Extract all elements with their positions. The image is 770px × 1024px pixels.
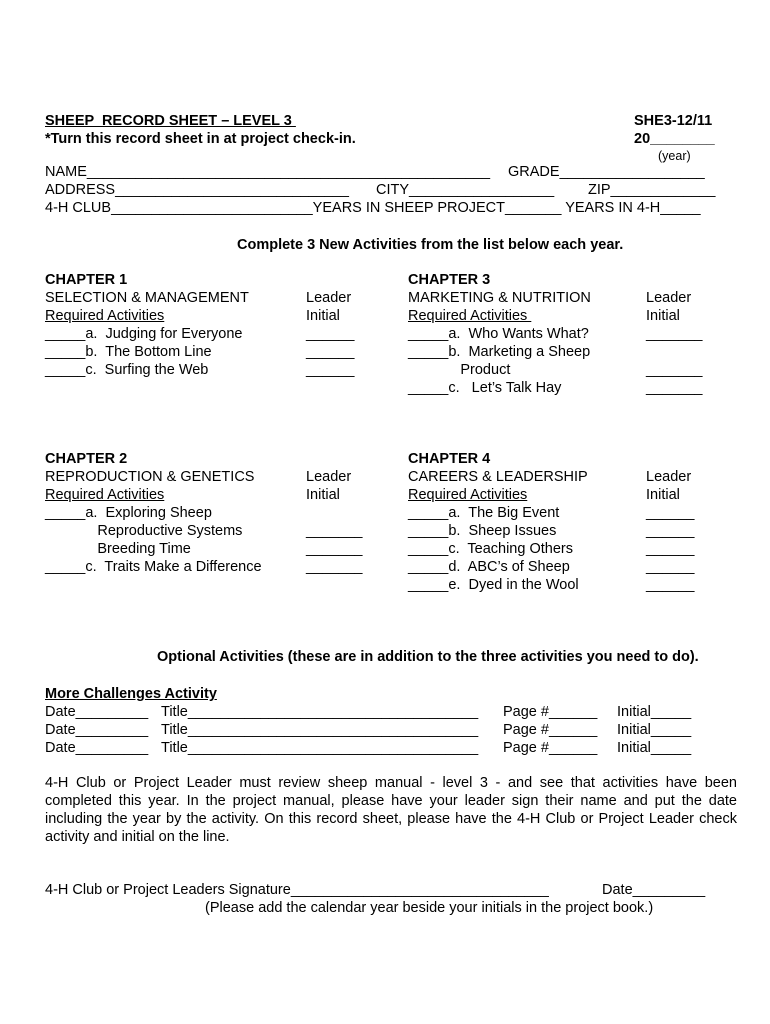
activity-line: Breeding Time: [45, 541, 191, 557]
activity-line[interactable]: _____c. Teaching Others: [408, 541, 573, 557]
activity-line[interactable]: _____b. The Bottom Line: [45, 344, 212, 360]
instructions-paragraph: 4-H Club or Project Leader must review sheep manual - level 3 - and see that activities have been completed this year. In the project manual, please have your leader sign their name and put the date including the year by the activity. On this record sheet, please have the 4-H Club or Project Leader check activity and initial on the line.: [45, 775, 737, 845]
title-field[interactable]: Title____________________________________: [161, 722, 479, 738]
form-code: SHE3-12/11: [634, 113, 713, 129]
initial-label: Initial: [306, 308, 340, 324]
activity-line[interactable]: _____c. Let’s Talk Hay: [408, 380, 562, 396]
leader-label: Leader: [646, 290, 692, 306]
signature-note: (Please add the calendar year beside your initials in the project book.): [205, 900, 654, 916]
title-field[interactable]: Title____________________________________: [161, 740, 479, 756]
instruction-text: Complete 3 New Activities from the list below each year.: [237, 237, 624, 253]
chapter-heading: CHAPTER 2: [45, 451, 128, 467]
page-subtitle: *Turn this record sheet in at project check-in.: [45, 131, 356, 147]
activity-line[interactable]: _____e. Dyed in the Wool: [408, 577, 579, 593]
leader-label: Leader: [306, 469, 352, 485]
activity-line[interactable]: _____c. Traits Make a Difference: [45, 559, 262, 575]
page-field[interactable]: Page #______: [503, 704, 598, 720]
leader-label: Leader: [306, 290, 352, 306]
year-label: (year): [658, 149, 691, 163]
activity-line[interactable]: _____a. The Big Event: [408, 505, 560, 521]
initial-blank[interactable]: ______: [646, 523, 695, 539]
zip-field[interactable]: ZIP_____________: [588, 182, 716, 198]
date-field[interactable]: Date_________: [45, 704, 149, 720]
initial-blank[interactable]: _______: [306, 541, 363, 557]
chapter-subject: SELECTION & MANAGEMENT: [45, 290, 249, 306]
name-field[interactable]: NAME__________________________________________________: [45, 164, 491, 180]
optional-heading: Optional Activities (these are in addition to the three activities you need to do).: [157, 649, 699, 665]
initial-blank[interactable]: ______: [646, 541, 695, 557]
initial-blank[interactable]: ______: [646, 577, 695, 593]
activity-line[interactable]: _____b. Sheep Issues: [408, 523, 557, 539]
initial-blank[interactable]: ______: [306, 344, 355, 360]
city-field[interactable]: CITY__________________: [376, 182, 555, 198]
activity-line[interactable]: _____a. Exploring Sheep: [45, 505, 212, 521]
address-field[interactable]: ADDRESS_____________________________: [45, 182, 349, 198]
required-activities-label: Required Activities: [408, 487, 528, 503]
initial-blank[interactable]: _______: [646, 362, 703, 378]
initial-blank[interactable]: _______: [306, 523, 363, 539]
activity-line-continued: Product: [408, 362, 511, 378]
activity-line[interactable]: _____d. ABC’s of Sheep: [408, 559, 570, 575]
chapter-subject: REPRODUCTION & GENETICS: [45, 469, 255, 485]
activity-line[interactable]: _____b. Marketing a Sheep: [408, 344, 591, 360]
club-years-fields[interactable]: 4-H CLUB_________________________YEARS IN SHEEP PROJECT_______ YEARS IN 4-H_____: [45, 200, 701, 216]
initial-field[interactable]: Initial_____: [617, 722, 692, 738]
initial-blank[interactable]: ______: [646, 505, 695, 521]
initial-blank[interactable]: _______: [646, 380, 703, 396]
chapter-subject: CAREERS & LEADERSHIP: [408, 469, 588, 485]
initial-blank[interactable]: ______: [306, 326, 355, 342]
chapter-subject: MARKETING & NUTRITION: [408, 290, 591, 306]
required-activities-label: Required Activities: [408, 308, 532, 324]
initial-label: Initial: [646, 487, 680, 503]
signature-field[interactable]: 4-H Club or Project Leaders Signature________________________________: [45, 882, 549, 898]
initial-label: Initial: [306, 487, 340, 503]
initial-label: Initial: [646, 308, 680, 324]
initial-blank[interactable]: ______: [646, 559, 695, 575]
chapter-heading: CHAPTER 3: [408, 272, 491, 288]
grade-field[interactable]: GRADE__________________: [508, 164, 705, 180]
page-title: SHEEP RECORD SHEET – LEVEL 3: [45, 113, 296, 129]
date-field[interactable]: Date_________: [45, 722, 149, 738]
leader-label: Leader: [646, 469, 692, 485]
activity-line[interactable]: _____c. Surfing the Web: [45, 362, 209, 378]
more-challenges-heading: More Challenges Activity: [45, 686, 217, 702]
page-field[interactable]: Page #______: [503, 722, 598, 738]
title-field[interactable]: Title____________________________________: [161, 704, 479, 720]
required-activities-label: Required Activities: [45, 308, 165, 324]
initial-field[interactable]: Initial_____: [617, 740, 692, 756]
chapter-heading: CHAPTER 4: [408, 451, 491, 467]
initial-blank[interactable]: _______: [306, 559, 363, 575]
chapter-heading: CHAPTER 1: [45, 272, 128, 288]
initial-blank[interactable]: _______: [646, 326, 703, 342]
signature-date-field[interactable]: Date_________: [602, 882, 706, 898]
page-field[interactable]: Page #______: [503, 740, 598, 756]
initial-field[interactable]: Initial_____: [617, 704, 692, 720]
activity-line: Reproductive Systems: [45, 523, 243, 539]
activity-line[interactable]: _____a. Judging for Everyone: [45, 326, 243, 342]
initial-blank[interactable]: ______: [306, 362, 355, 378]
date-field[interactable]: Date_________: [45, 740, 149, 756]
activity-line[interactable]: _____a. Who Wants What?: [408, 326, 589, 342]
required-activities-label: Required Activities: [45, 487, 165, 503]
year-field[interactable]: 20________: [634, 131, 715, 147]
